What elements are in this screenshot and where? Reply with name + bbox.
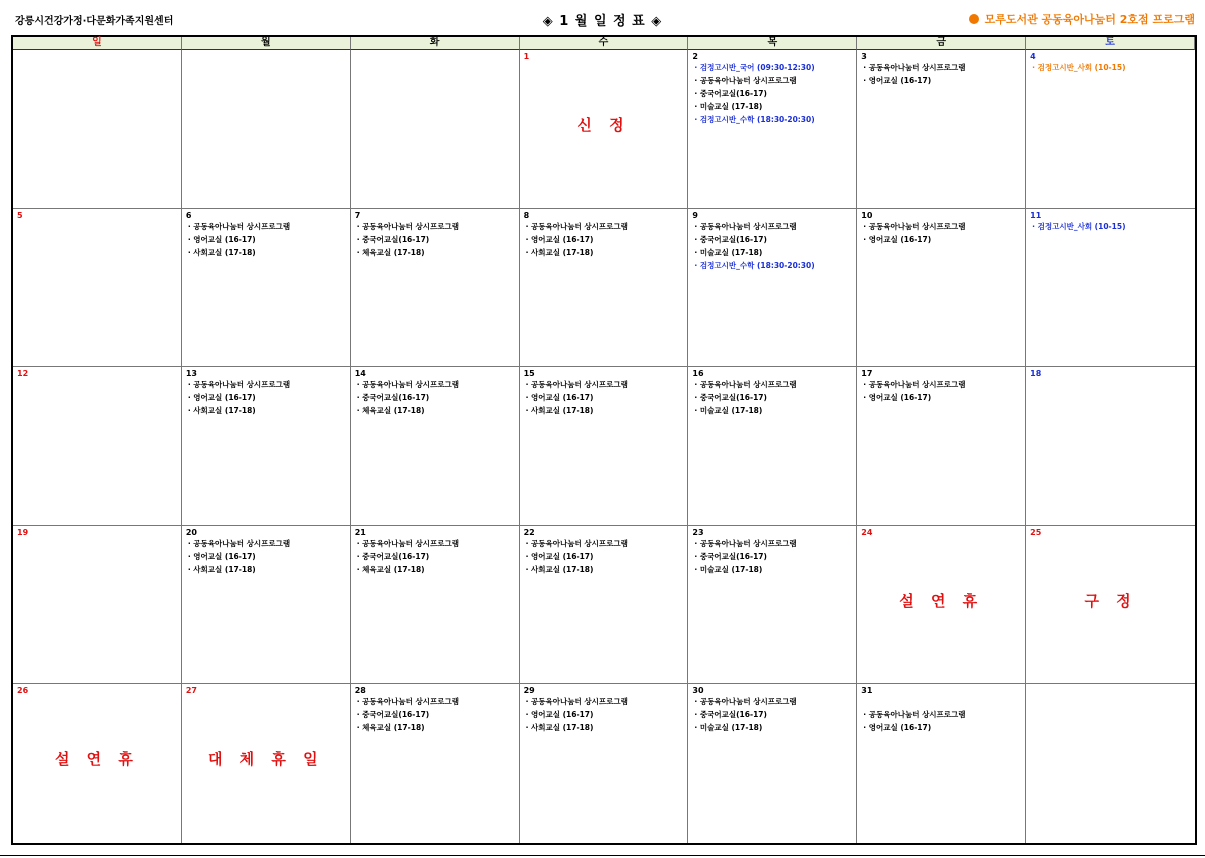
day-number: 18 — [1030, 369, 1042, 379]
event-item: · 중국어교실(16-17) — [356, 710, 430, 720]
bullet-dot-icon — [969, 14, 979, 24]
day-number: 13 — [185, 369, 197, 379]
event-item: · 공동육아나눔터 상시프로그램 — [356, 380, 459, 390]
day-cell — [857, 526, 1026, 685]
day-number: 14 — [354, 369, 366, 379]
event-item: · 공동육아나눔터 상시프로그램 — [525, 538, 628, 548]
event-item: · 사회교실 (17-18) — [525, 564, 594, 574]
event-item: · 중국어교실(16-17) — [694, 393, 767, 403]
event-item: · 영어교실 (16-17) — [863, 76, 932, 85]
day-number: 21 — [354, 527, 366, 537]
day-number: 3 — [861, 52, 867, 61]
event-item: · 공동육아나눔터 상시프로그램 — [694, 380, 797, 390]
day-number: 12 — [17, 369, 29, 379]
day-number: 30 — [692, 686, 704, 696]
day-cell — [13, 684, 182, 843]
event-item: · 공동육아나눔터 상시프로그램 — [863, 380, 966, 390]
event-item: · 영어교실 (16-17) — [525, 551, 594, 561]
day-cell — [182, 684, 351, 843]
day-cell — [857, 367, 1026, 526]
holiday-label: 설 연 휴 — [54, 750, 139, 769]
center-name: 강릉시건강가정·다문화가족지원센터 — [15, 16, 174, 27]
event-item: · 영어교실 (16-17) — [525, 234, 594, 244]
day-cell — [520, 50, 689, 209]
day-cell — [520, 209, 689, 368]
day-number: 26 — [17, 686, 29, 696]
day-number: 11 — [1030, 210, 1042, 220]
event-item: · 공동육아나눔터 상시프로그램 — [356, 697, 459, 707]
event-item: · 검정고시반_수학 (18:30-20:30) — [694, 260, 815, 270]
bottom-rule — [0, 855, 1205, 856]
event-item: · 사회교실 (17-18) — [525, 247, 594, 257]
weekday-wed: 수 — [520, 37, 689, 50]
day-number: 7 — [354, 210, 361, 220]
day-cell — [351, 526, 520, 685]
day-cell — [1026, 209, 1195, 368]
day-cell — [520, 367, 689, 526]
event-item: · 공동육아나눔터 상시프로그램 — [694, 76, 797, 85]
event-item: · 검정고시반_국어 (09:30-12:30) — [694, 63, 815, 72]
day-number: 16 — [692, 369, 704, 379]
event-item: · 영어교실 (16-17) — [863, 234, 932, 244]
day-number: 23 — [692, 527, 704, 537]
weekday-sun: 일 — [13, 37, 182, 50]
event-item: · 사회교실 (17-18) — [187, 406, 256, 416]
day-cell — [688, 367, 857, 526]
event-item: · 미술교실 (17-18) — [694, 406, 763, 416]
day-number: 19 — [17, 527, 29, 537]
event-item: · 체육교실 (17-18) — [356, 564, 425, 574]
event-item: · 영어교실 (16-17) — [525, 393, 594, 403]
event-item: · 중국어교실(16-17) — [356, 551, 430, 561]
event-item: · 영어교실 (16-17) — [187, 551, 256, 561]
calendar-grid — [11, 35, 1197, 845]
weekday-thu: 목 — [688, 37, 857, 50]
day-number: 8 — [523, 210, 530, 220]
day-cell — [857, 684, 1026, 843]
day-number: 22 — [523, 527, 535, 537]
event-item: · 공동육아나눔터 상시프로그램 — [694, 221, 797, 231]
holiday-label: 설 연 휴 — [899, 591, 984, 610]
day-number: 31 — [861, 686, 873, 696]
holiday-label: 대 체 휴 일 — [207, 750, 324, 769]
event-item: · 검정고시반_수학 (18:30-20:30) — [694, 115, 815, 124]
event-item: · 공동육아나눔터 상시프로그램 — [525, 221, 628, 231]
event-item: · 미술교실 (17-18) — [694, 247, 763, 257]
page-title: ◈ 1 월 일 정 표 ◈ — [542, 14, 663, 29]
day-cell — [1026, 50, 1195, 209]
event-item: · 사회교실 (17-18) — [187, 247, 256, 257]
day-number: 10 — [861, 210, 873, 220]
day-cell — [1026, 367, 1195, 526]
event-item: · 사회교실 (17-18) — [525, 723, 594, 733]
event-item: · 공동육아나눔터 상시프로그램 — [356, 538, 459, 548]
event-item: · 영어교실 (16-17) — [187, 393, 256, 403]
day-cell — [351, 50, 520, 209]
event-item: · 공동육아나눔터 상시프로그램 — [187, 221, 291, 231]
event-item: · 중국어교실(16-17) — [694, 234, 767, 244]
day-number: 29 — [523, 686, 535, 696]
day-number: 1 — [523, 52, 530, 61]
day-cell — [182, 209, 351, 368]
day-cell — [688, 684, 857, 843]
day-cell — [688, 50, 857, 209]
day-cell — [13, 50, 182, 209]
weekday-mon: 월 — [182, 37, 351, 50]
event-item: · 검정고시반_사회 (10-15) — [1032, 63, 1126, 72]
day-cell — [351, 367, 520, 526]
event-item: · 체육교실 (17-18) — [356, 247, 425, 257]
day-cell — [520, 526, 689, 685]
weekday-tue: 화 — [351, 37, 520, 50]
event-item: · 영어교실 (16-17) — [525, 710, 594, 720]
event-item: · 공동육아나눔터 상시프로그램 — [694, 538, 797, 548]
day-number: 25 — [1030, 527, 1042, 537]
day-number: 24 — [861, 527, 873, 537]
day-cell — [182, 367, 351, 526]
day-number: 27 — [185, 686, 197, 696]
event-item: · 공동육아나눔터 상시프로그램 — [863, 221, 966, 231]
day-number: 20 — [185, 527, 197, 537]
day-cell — [13, 526, 182, 685]
day-number: 9 — [692, 210, 698, 220]
day-number: 2 — [692, 52, 698, 61]
day-number: 15 — [523, 369, 535, 379]
event-item: · 공동육아나눔터 상시프로그램 — [356, 221, 459, 231]
day-cell — [857, 209, 1026, 368]
day-number: 17 — [861, 369, 873, 379]
event-item: · 공동육아나눔터 상시프로그램 — [863, 710, 966, 720]
day-number: 6 — [185, 210, 192, 220]
day-cell — [13, 209, 182, 368]
event-item: · 공동육아나눔터 상시프로그램 — [525, 380, 628, 390]
event-item: · 사회교실 (17-18) — [187, 564, 256, 574]
day-cell — [182, 526, 351, 685]
event-item: · 미술교실 (17-18) — [694, 564, 763, 574]
holiday-label: 신 정 — [577, 116, 630, 134]
event-item: · 체육교실 (17-18) — [356, 723, 425, 733]
event-item: · 미술교실 (17-18) — [694, 723, 763, 733]
day-cell — [857, 50, 1026, 209]
event-item: · 중국어교실(16-17) — [694, 551, 767, 561]
event-item — [861, 695, 1021, 708]
event-item: · 공동육아나눔터 상시프로그램 — [187, 538, 291, 548]
day-cell — [520, 684, 689, 843]
event-item: · 영어교실 (16-17) — [863, 723, 932, 733]
day-cell — [1026, 526, 1195, 685]
program-title-text: 모루도서관 공동육아나눔터 2호점 프로그램 — [984, 13, 1195, 26]
event-item: · 체육교실 (17-18) — [356, 406, 425, 416]
day-cell — [182, 50, 351, 209]
event-item: · 공동육아나눔터 상시프로그램 — [694, 697, 797, 707]
event-item: · 중국어교실(16-17) — [356, 234, 430, 244]
event-item: · 공동육아나눔터 상시프로그램 — [525, 697, 628, 707]
day-cell — [688, 209, 857, 368]
event-item: · 영어교실 (16-17) — [863, 393, 932, 403]
event-item: · 검정고시반_사회 (10-15) — [1032, 221, 1126, 231]
day-cell — [351, 684, 520, 843]
weekday-fri: 금 — [857, 37, 1026, 50]
program-title — [969, 11, 1195, 27]
day-number: 4 — [1030, 52, 1036, 61]
event-item: · 중국어교실(16-17) — [694, 710, 767, 720]
day-cell — [13, 367, 182, 526]
day-cell — [688, 526, 857, 685]
day-cell — [351, 209, 520, 368]
event-item: · 사회교실 (17-18) — [525, 406, 594, 416]
event-item: · 영어교실 (16-17) — [187, 234, 256, 244]
day-number: 5 — [17, 210, 23, 220]
event-item: · 중국어교실(16-17) — [356, 393, 430, 403]
weekday-sat: 토 — [1026, 37, 1195, 50]
event-item: · 공동육아나눔터 상시프로그램 — [863, 63, 966, 72]
event-item: · 미술교실 (17-18) — [694, 102, 763, 111]
event-item: · 공동육아나눔터 상시프로그램 — [187, 380, 291, 390]
day-number: 28 — [354, 686, 366, 696]
day-cell — [1026, 684, 1195, 843]
event-item: · 중국어교실(16-17) — [694, 89, 767, 98]
holiday-label: 구 정 — [1084, 591, 1137, 610]
